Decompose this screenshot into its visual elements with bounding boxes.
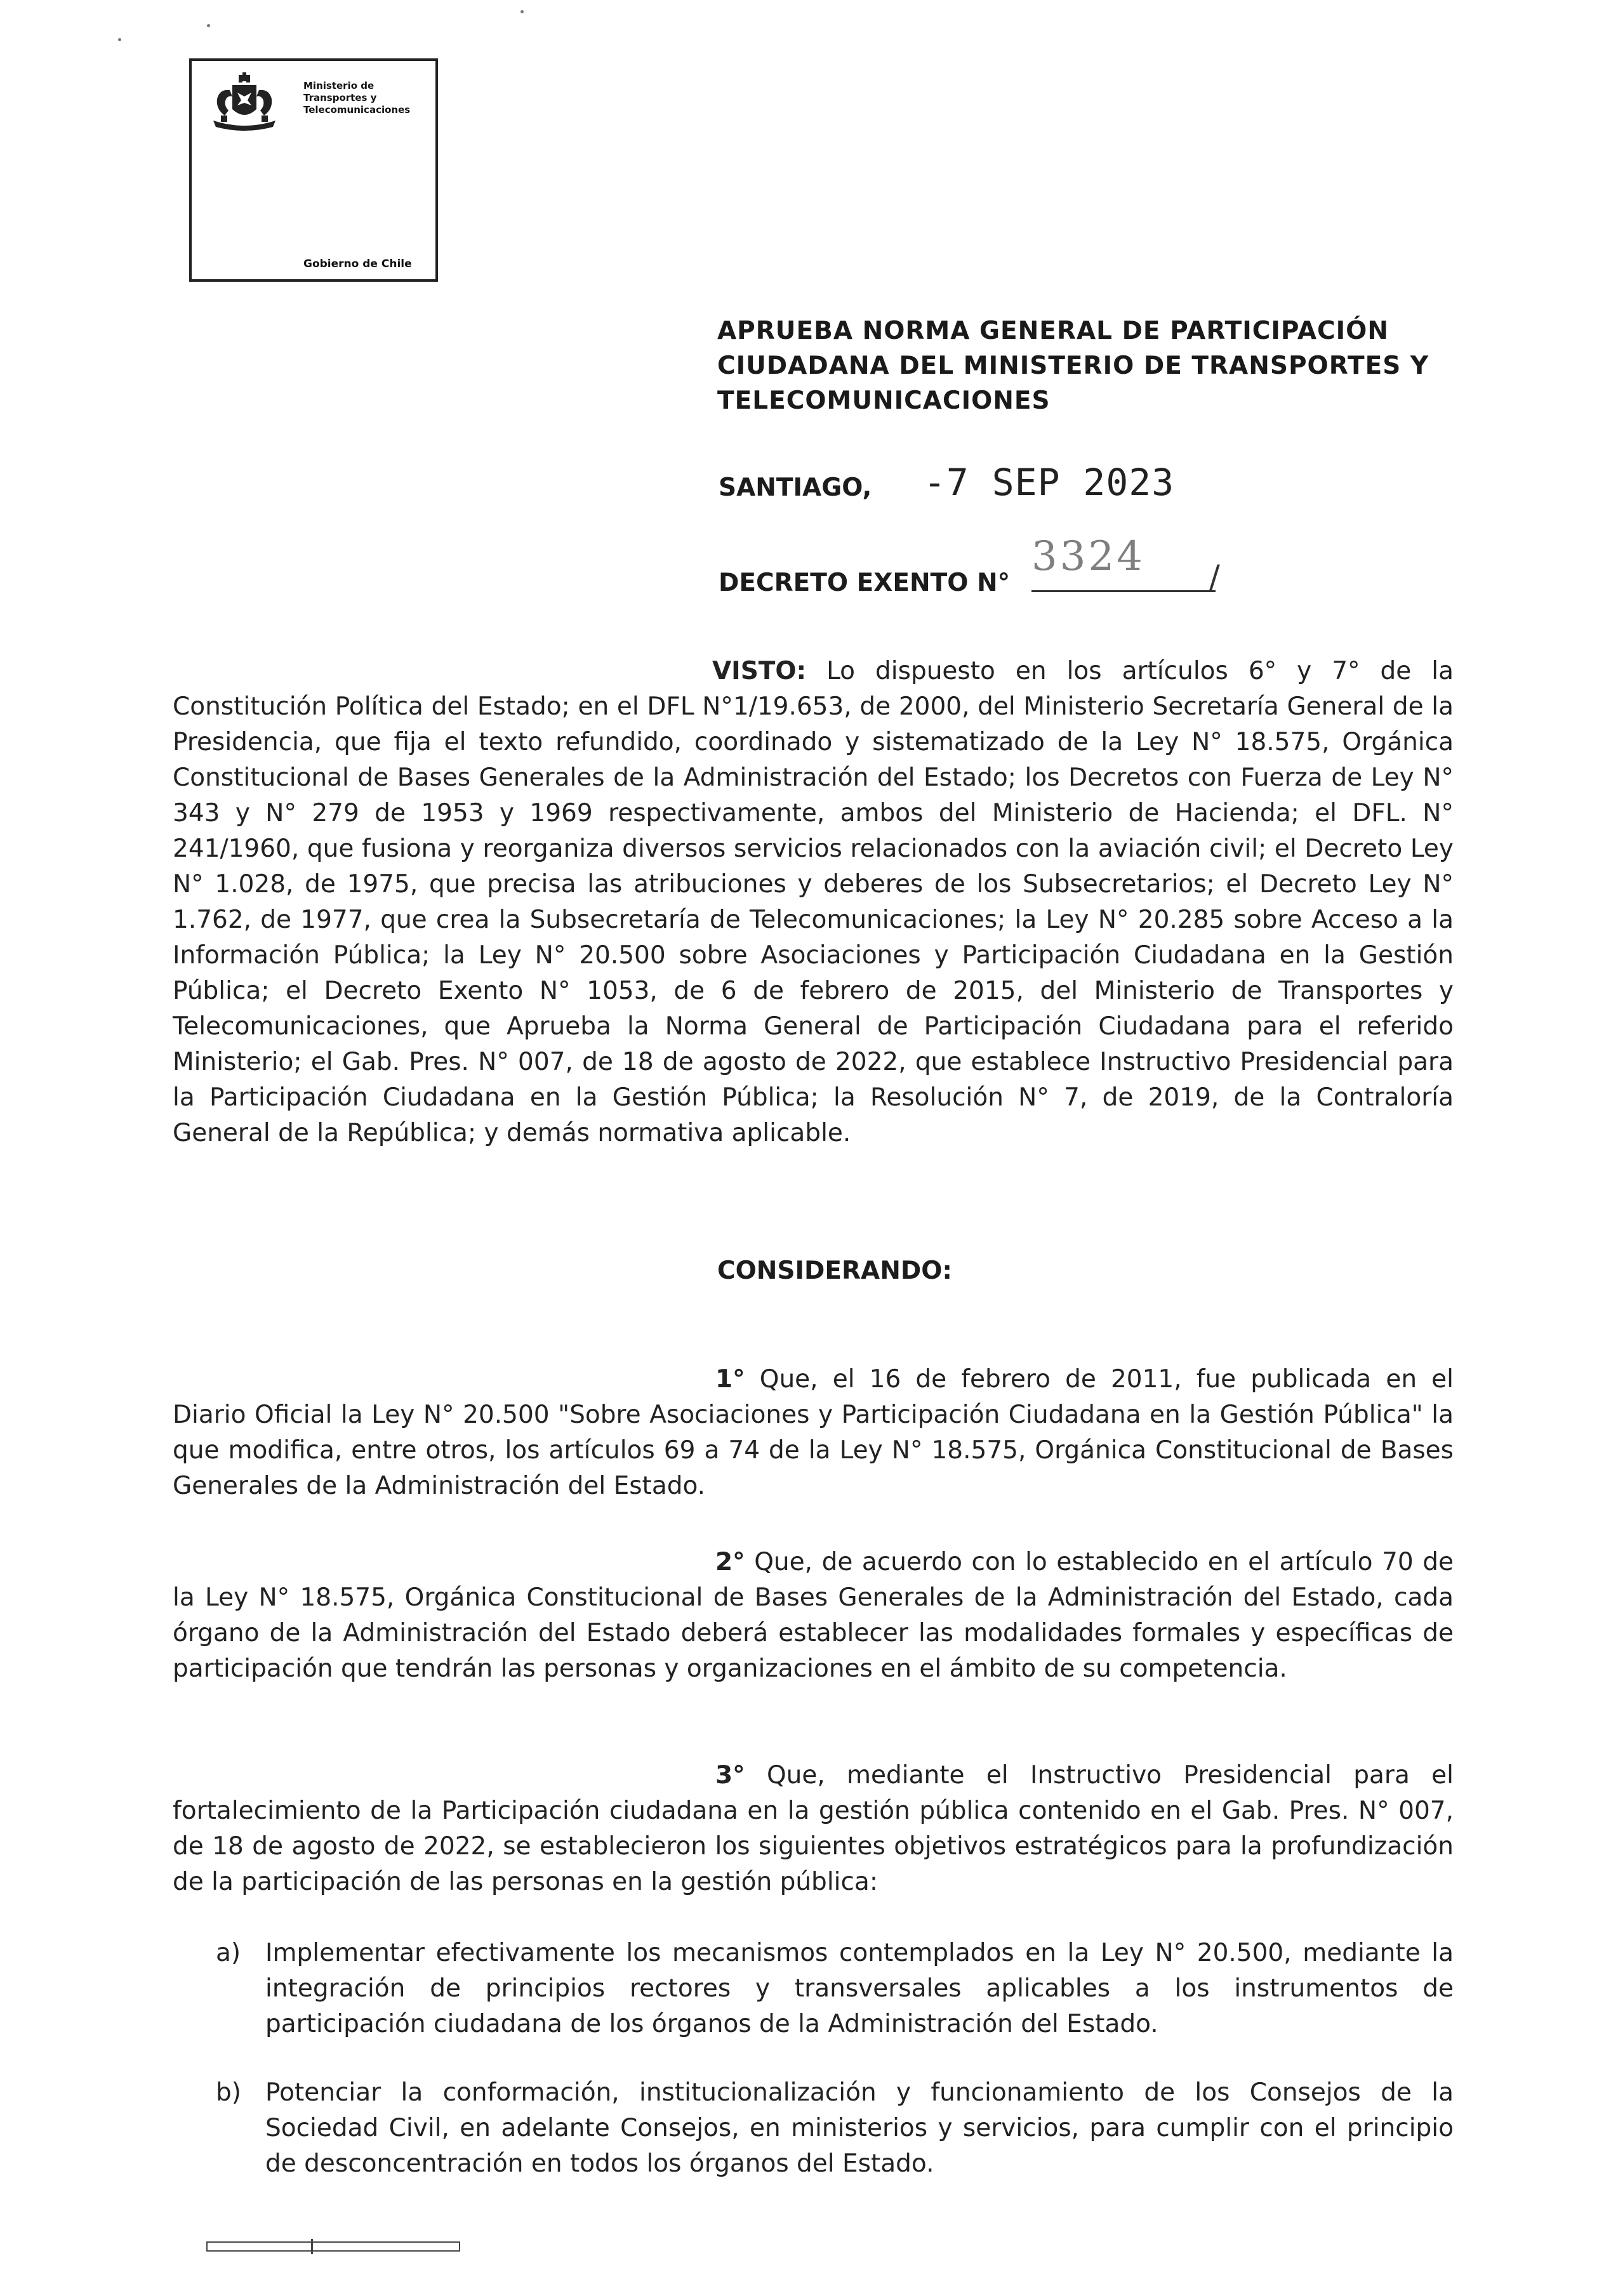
considerando-heading: CONSIDERANDO: bbox=[717, 1257, 953, 1285]
considerando-number: 2° bbox=[715, 1548, 745, 1576]
considerando-paragraph bbox=[173, 1758, 1454, 1900]
document-title: APRUEBA NORMA GENERAL DE PARTICIPACIÓN CIUDADANA DEL MINISTERIO DE TRANSPORTES Y TELECOMUNICACIONES bbox=[717, 317, 1429, 415]
considerando-text: Que, de acuerdo con lo establecido en el artículo 70 de la Ley N° 18.575, Orgánica Constitucional de Bases Generales de la Administración del Estado, cada órgano de la Administración del Estado deberá establecer las modalidades formales y específicas de participación que tendrán las personas y organizaciones en el ámbito de su competencia. bbox=[173, 1548, 1454, 1683]
visto-text: Lo dispuesto en los artículos 6° y 7° de la Constitución Política del Estado; en el DFL N°1/19.653, de 2000, del Ministerio Secretaría General de la Presidencia, que fija el texto refundido, coordinado y sistematizado de la Ley N° 18.575, Orgánica Constitucional de Bases Generales de la Administración del Estado; los Decretos con Fuerza de Ley N° 343 y N° 279 de 1953 y 1969 respectivamente, ambos del Ministerio de Hacienda; el DFL. N° 241/1960, que fusiona y reorganiza diversos servicios relacionados con la aviación civil; el Decreto Ley N° 1.028, de 1975, que precisa las atribuciones y deberes de los Subsecretarios; el Decreto Ley N° 1.762, de 1977, que crea la Subsecretaría de Telecomunicaciones; la Ley N° 20.285 sobre Acceso a la Información Pública; la Ley N° 20.500 sobre Asociaciones y Participación Ciudadana en la Gestión Pública; el Decreto Exento N° 1053, de 6 de febrero de 2015, del Ministerio de Transportes y Telecomunicaciones, que Aprueba la Norma General de Participación Ciudadana para el referido Ministerio; el Gab. Pres. N° 007, de 18 de agosto de 2022, que establece Instructivo Presidencial para la Participación Ciudadana en la Gestión Pública; la Resolución N° 7, de 2019, de la Contraloría General de la República; y demás normativa aplicable. bbox=[173, 657, 1454, 1147]
place-label: SANTIAGO, bbox=[719, 473, 872, 502]
scan-speck bbox=[118, 38, 121, 41]
scan-speck bbox=[207, 24, 210, 27]
considerando-paragraph bbox=[173, 1545, 1454, 1687]
visto-label: VISTO: bbox=[712, 657, 807, 685]
government-label: Gobierno de Chile bbox=[303, 258, 412, 270]
list-item-marker: b) bbox=[216, 2078, 241, 2107]
scan-speck bbox=[520, 10, 524, 13]
date-stamp: -7 SEP 2023 bbox=[924, 461, 1175, 504]
ministry-logo-block bbox=[189, 58, 438, 282]
decree-label: DECRETO EXENTO N° bbox=[719, 569, 1011, 597]
ministry-name bbox=[303, 80, 437, 116]
decree-number: 3324 bbox=[1031, 533, 1145, 580]
considerando-number: 3° bbox=[715, 1761, 745, 1790]
ministry-name-line: Telecomunicaciones bbox=[303, 104, 411, 115]
list-item bbox=[216, 2075, 1454, 2182]
list-item-marker: a) bbox=[216, 1939, 241, 1967]
ministry-name-line: Transportes y bbox=[303, 92, 377, 103]
decree-underline bbox=[1031, 590, 1216, 592]
considerando-number: 1° bbox=[715, 1365, 745, 1394]
footer-mark bbox=[206, 2241, 460, 2252]
visto-paragraph bbox=[173, 654, 1454, 1151]
list-item bbox=[216, 1936, 1454, 2042]
coat-of-arms-icon bbox=[207, 71, 282, 132]
ministry-name-line: Ministerio de bbox=[303, 80, 375, 91]
considerando-text: Que, el 16 de febrero de 2011, fue publicada en el Diario Oficial la Ley N° 20.500 "Sobre Asociaciones y Participación Ciudadana en la Gestión Pública" la que modifica, entre otros, los artículos 69 a 74 de la Ley N° 18.575, Orgánica Constitucional de Bases Generales de la Administración del Estado. bbox=[173, 1365, 1454, 1500]
decree-slash: / bbox=[1209, 558, 1220, 595]
list-item-text: Potenciar la conformación, institucionalización y funcionamiento de los Consejos de la Sociedad Civil, en adelante Consejos, en ministerios y servicios, para cumplir con el principio de desconcentración en todos los órganos del Estado. bbox=[265, 2078, 1454, 2178]
considerando-text: Que, mediante el Instructivo Presidencial para el fortalecimiento de la Participación ciudadana en la gestión pública contenido en el Gab. Pres. N° 007, de 18 de agosto de 2022, se establecieron los siguientes objetivos estratégicos para la profundización de la participación de las personas en la gestión pública: bbox=[173, 1761, 1454, 1896]
considerando-paragraph bbox=[173, 1362, 1454, 1504]
footer-mark-tick bbox=[311, 2239, 313, 2254]
list-item-text: Implementar efectivamente los mecanismos contemplados en la Ley N° 20.500, mediante la integración de principios rectores y transversales aplicables a los instrumentos de participación ciudadana de los órganos de la Administración del Estado. bbox=[265, 1939, 1454, 2038]
